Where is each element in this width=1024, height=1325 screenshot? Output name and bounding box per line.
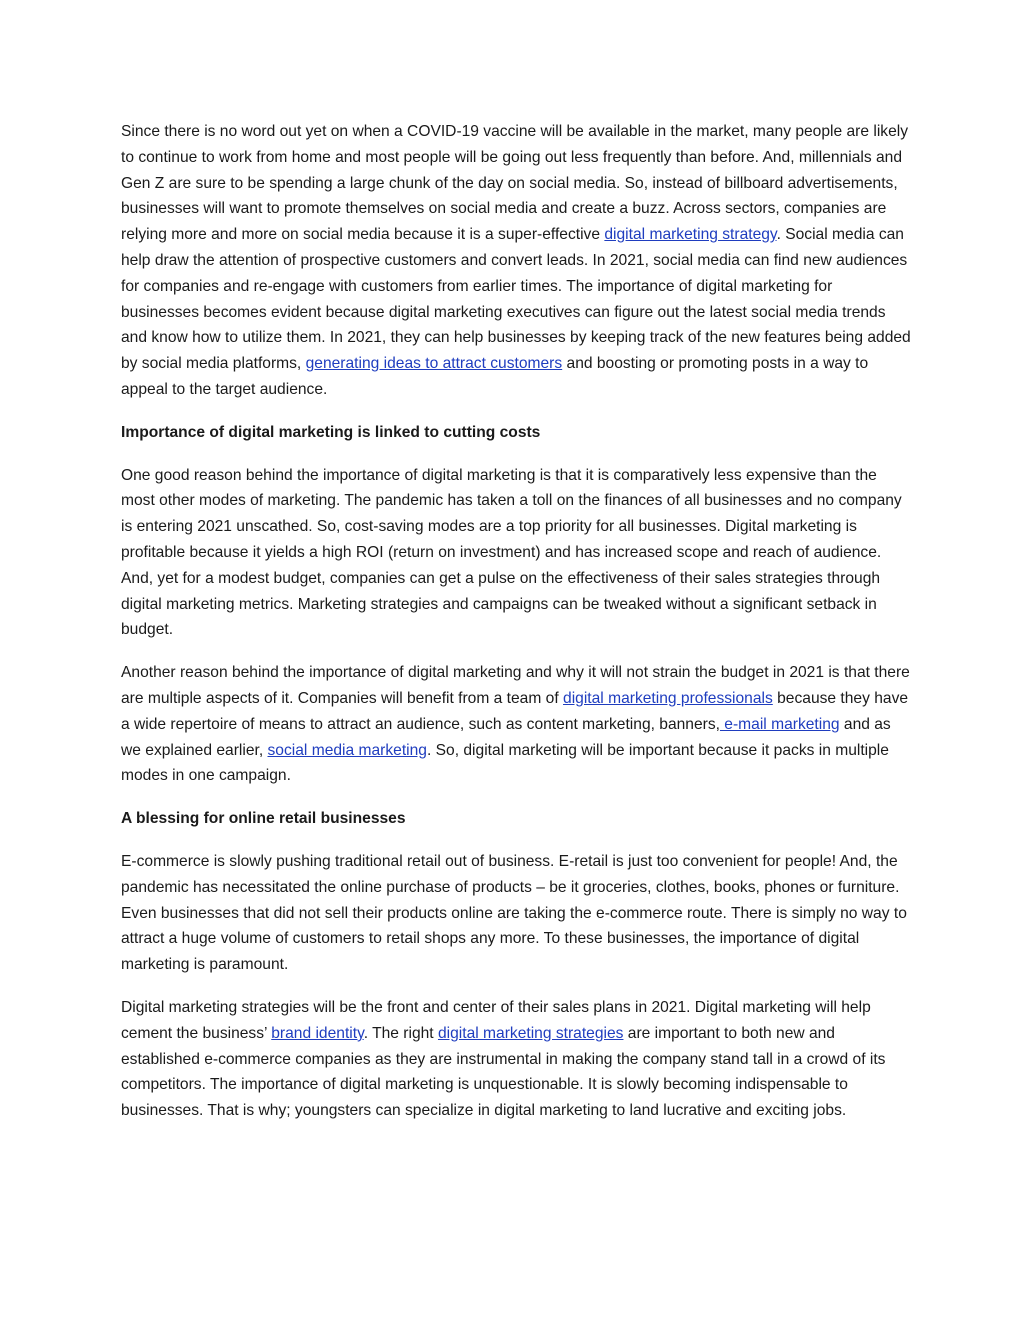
heading-cutting-costs: Importance of digital marketing is linked to cutting costs [121, 423, 541, 441]
link-social-media-marketing[interactable]: social media marketing [267, 741, 427, 759]
paragraph-text: . The right [363, 1024, 438, 1042]
paragraph-text: and boosting or promoting posts in a way to appeal to the target audience. [121, 355, 869, 398]
link-generating-ideas[interactable]: generating ideas to attract customers [305, 355, 563, 373]
paragraph-social-media [121, 119, 911, 403]
link-email-marketing[interactable]: e-mail marketing [719, 715, 840, 733]
paragraph-text: and as we explained earlier, [121, 715, 891, 759]
paragraph-text: . So, digital marketing will be important because it packs in multiple modes in one campaign. [121, 741, 889, 785]
paragraph-text: are important to both new and established e-commerce companies as they are instrumental in making the company stand tall in a crowd of its competitors. The importance of digital marketing is unquestionable. It is slowly becoming indispensable to businesses. That is why; youngsters can specialize in digital marketing to land lucrative and exciting jobs. [121, 1024, 886, 1120]
link-digital-marketing-strategies[interactable]: digital marketing strategies [437, 1024, 624, 1042]
paragraph-text: Another reason behind the importance of digital marketing and why it will not strain the budget in 2021 is that there are multiple aspects of it. Companies will benefit from a team of [121, 664, 910, 707]
paragraph-text: because they have a wide repertoire of means to attract an audience, such as content marketing, banners, [121, 689, 909, 733]
paragraph-text: Digital marketing strategies will be the front and center of their sales plans in 2021. Digital marketing will help cement the business’ [121, 998, 871, 1042]
link-digital-marketing-strategy[interactable]: digital marketing strategy [604, 226, 777, 244]
paragraph-multiple-aspects [121, 660, 911, 789]
document-page [121, 119, 911, 1141]
link-brand-identity[interactable]: brand identity [271, 1024, 364, 1042]
paragraph-ecommerce: E-commerce is slowly pushing traditional retail out of business. E-retail is just too convenient for people! And, the pandemic has necessitated the online purchase of products – be it groceries, clothes, books, phones or furniture. Even businesses that did not sell their products online are taking the e-commerce route. There is simply no way to attract a huge volume of customers to retail shops any more. To these businesses, the importance of digital marketing is paramount. [121, 852, 907, 974]
paragraph-sales-plans [121, 995, 911, 1124]
paragraph-cost-saving: One good reason behind the importance of digital marketing is that it is comparatively less expensive than the most other modes of marketing. The pandemic has taken a toll on the finances of all businesses and no company is entering 2021 unscathed. So, cost-saving modes are a top priority for all businesses. Digital marketing is profitable because it yields a high ROI (return on investment) and has increased scope and reach of audience. And, yet for a modest budget, companies can get a pulse on the effectiveness of their sales strategies through digital marketing metrics. Marketing strategies and campaigns can be tweaked without a significant setback in budget. [121, 466, 902, 639]
link-digital-marketing-professionals[interactable]: digital marketing professionals [563, 689, 773, 707]
paragraph-text: Since there is no word out yet on when a COVID-19 vaccine will be available in the market, many people are likely to continue to work from home and most people will be going out less frequently than before. And, millennials and Gen Z are sure to be spending a large chunk of the day on social media. So, instead of billboard advertisements, businesses will want to promote themselves on social media and create a buzz. Across sectors, companies are relying more and more on social media because it is a super-effective [121, 123, 909, 244]
heading-online-retail: A blessing for online retail businesses [121, 810, 406, 828]
paragraph-text: . Social media can help draw the attention of prospective customers and convert leads. In 2021, social media can find new audiences for companies and re-engage with customers from earlier times. The importance of digital marketing for businesses becomes evident because digital marketing executives can figure out the latest social media trends and know how to utilize them. In 2021, they can help businesses by keeping track of the new features being added by social media platforms, [121, 226, 911, 373]
